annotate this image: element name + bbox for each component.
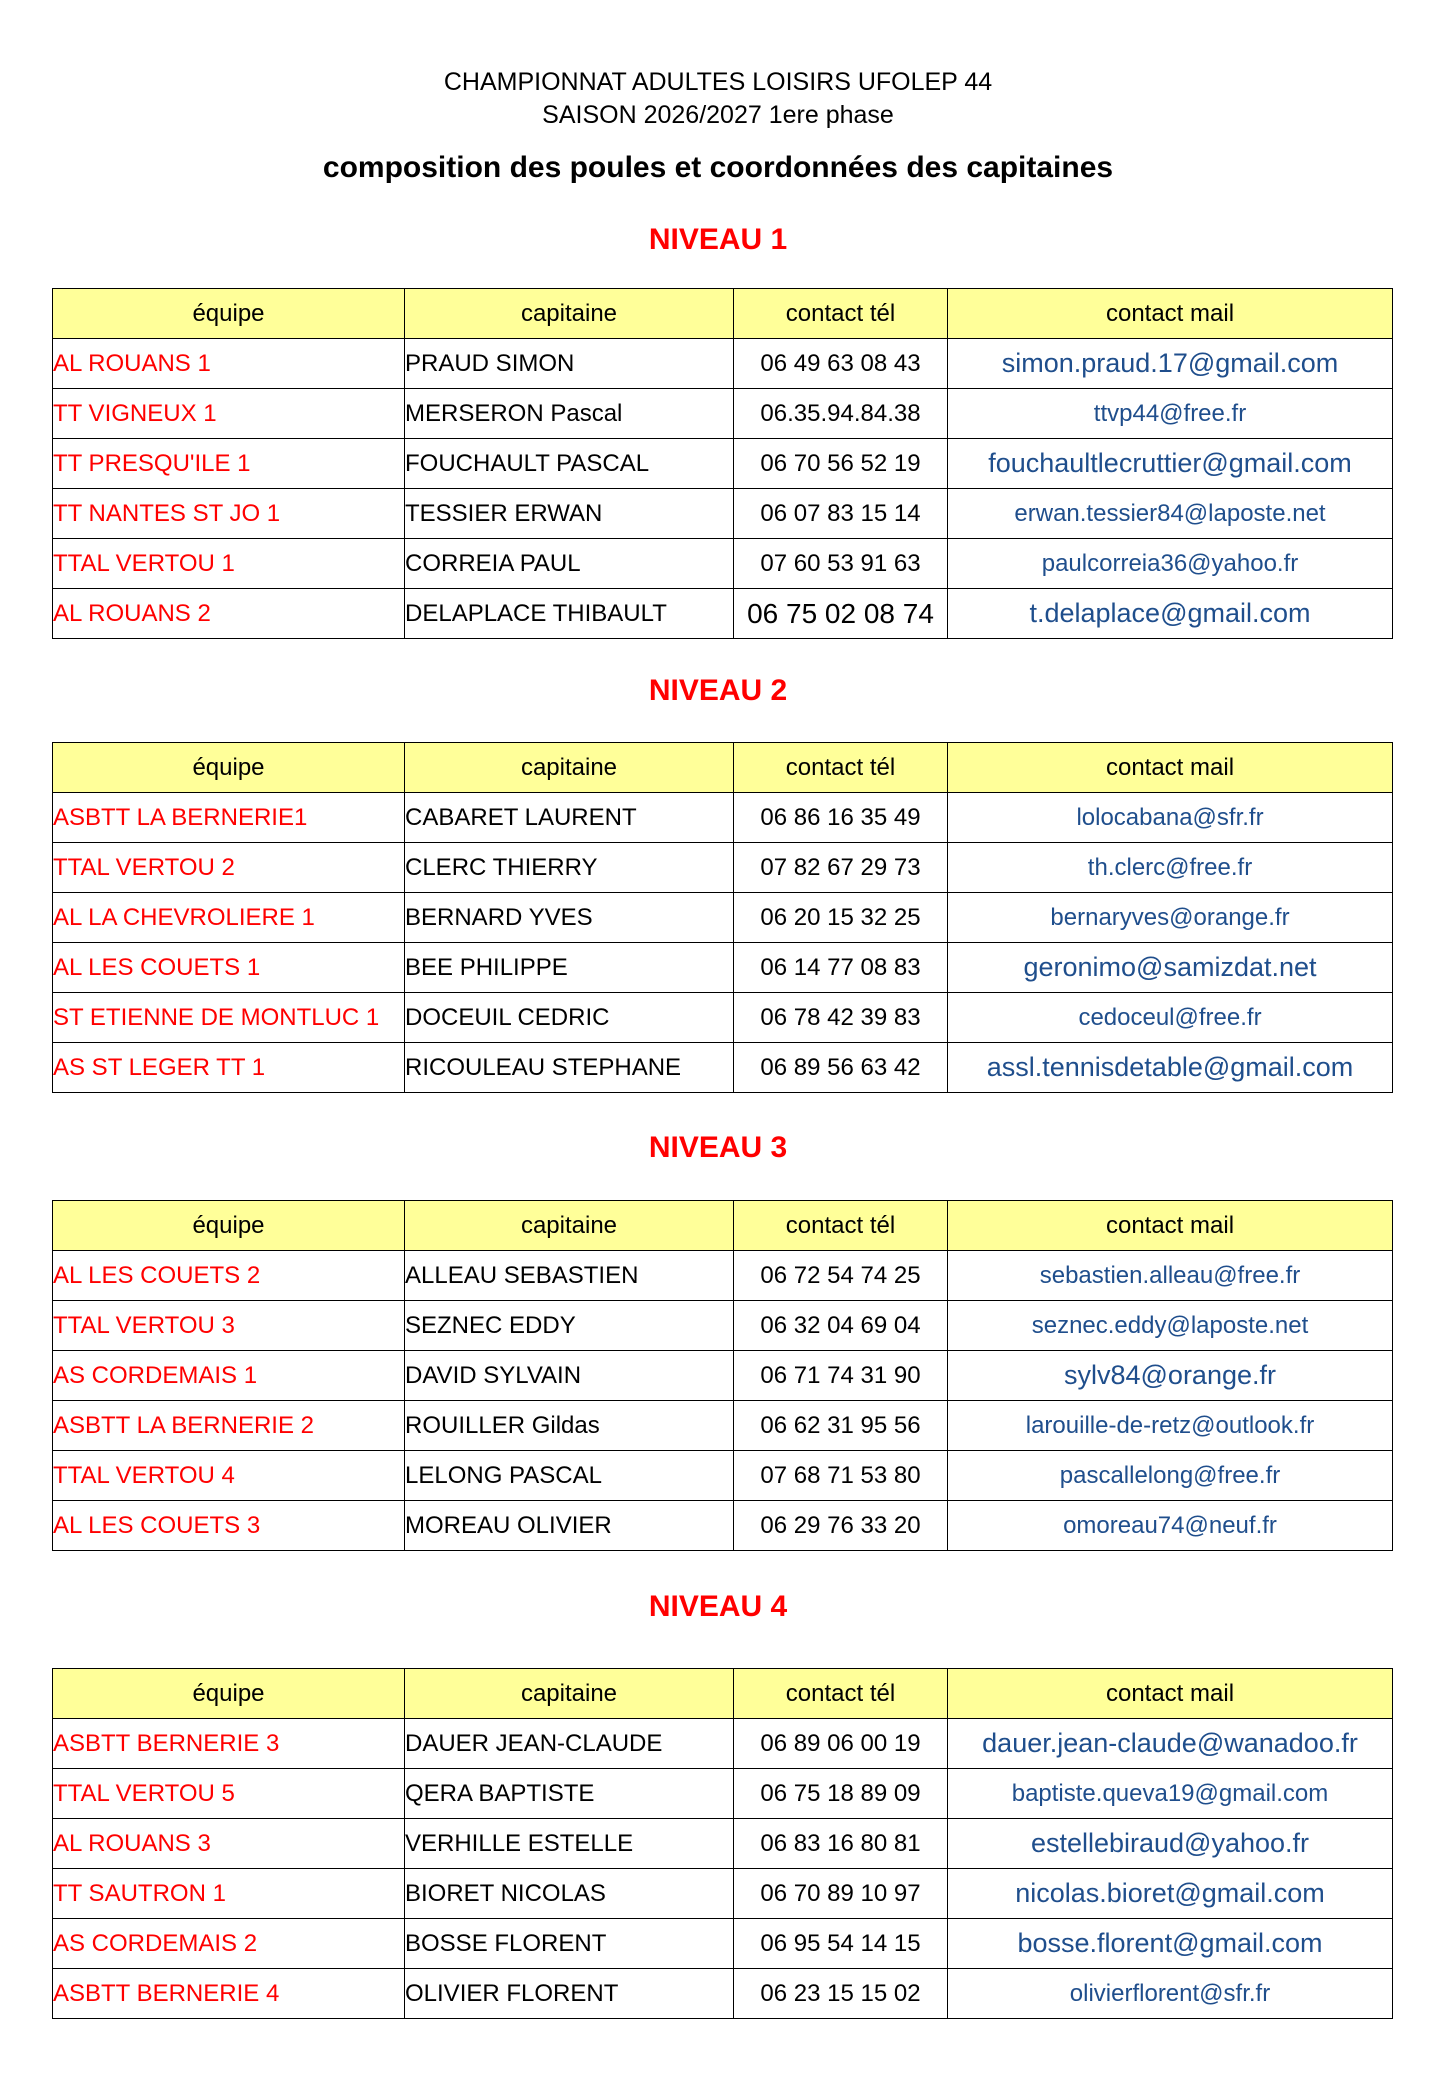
email-link[interactable]: pascallelong@free.fr — [948, 1451, 1393, 1501]
table-row — [53, 1401, 1393, 1451]
phone-number: 06 70 89 10 97 — [734, 1869, 948, 1919]
phone-number: 06 95 54 14 15 — [734, 1919, 948, 1969]
captain-name: MOREAU OLIVIER — [405, 1501, 734, 1551]
header-phone: contact tél — [734, 743, 948, 793]
captain-name: ALLEAU SEBASTIEN — [405, 1251, 734, 1301]
captain-name: PRAUD SIMON — [405, 339, 734, 389]
table-row — [53, 1351, 1393, 1401]
phone-number: 06 75 18 89 09 — [734, 1769, 948, 1819]
email-link[interactable]: larouille-de-retz@outlook.fr — [948, 1401, 1393, 1451]
team-name: TT PRESQU'ILE 1 — [53, 439, 405, 489]
table-row — [53, 1043, 1393, 1093]
table-row — [53, 1919, 1393, 1969]
document-subtitle: composition des poules et coordonnées des capitaines — [322, 151, 1114, 184]
captain-name: DAUER JEAN-CLAUDE — [405, 1719, 734, 1769]
table-row — [53, 1819, 1393, 1869]
table-row — [53, 1301, 1393, 1351]
email-link[interactable]: sylv84@orange.fr — [948, 1351, 1393, 1401]
table-row — [53, 339, 1393, 389]
table-row — [53, 843, 1393, 893]
team-name: ASBTT BERNERIE 3 — [53, 1719, 405, 1769]
table-row — [53, 1251, 1393, 1301]
email-link[interactable]: bosse.florent@gmail.com — [948, 1919, 1393, 1969]
team-name: TTAL VERTOU 1 — [53, 539, 405, 589]
captain-name: ROUILLER Gildas — [405, 1401, 734, 1451]
phone-number: 06 23 15 15 02 — [734, 1969, 948, 2019]
team-name: AL ROUANS 3 — [53, 1819, 405, 1869]
table-row — [53, 439, 1393, 489]
captain-name: VERHILLE ESTELLE — [405, 1819, 734, 1869]
team-name: TTAL VERTOU 4 — [53, 1451, 405, 1501]
team-name: AS CORDEMAIS 2 — [53, 1919, 405, 1969]
table-header-row — [53, 743, 1393, 793]
team-name: TTAL VERTOU 2 — [53, 843, 405, 893]
team-name: ASBTT LA BERNERIE 2 — [53, 1401, 405, 1451]
phone-number: 06 71 74 31 90 — [734, 1351, 948, 1401]
phone-number: 06 89 06 00 19 — [734, 1719, 948, 1769]
header-mail: contact mail — [948, 1669, 1393, 1719]
team-name: TT NANTES ST JO 1 — [53, 489, 405, 539]
email-link[interactable]: lolocabana@sfr.fr — [948, 793, 1393, 843]
team-name: AL ROUANS 1 — [53, 339, 405, 389]
phone-number: 06 49 63 08 43 — [734, 339, 948, 389]
captain-name: BOSSE FLORENT — [405, 1919, 734, 1969]
header-mail: contact mail — [948, 289, 1393, 339]
phone-number: 06.35.94.84.38 — [734, 389, 948, 439]
team-name: TT VIGNEUX 1 — [53, 389, 405, 439]
table-row — [53, 1769, 1393, 1819]
phone-number: 06 32 04 69 04 — [734, 1301, 948, 1351]
captain-name: SEZNEC EDDY — [405, 1301, 734, 1351]
email-link[interactable]: ttvp44@free.fr — [948, 389, 1393, 439]
phone-number: 06 20 15 32 25 — [734, 893, 948, 943]
table-row — [53, 893, 1393, 943]
phone-number: 06 62 31 95 56 — [734, 1401, 948, 1451]
season-title: SAISON 2026/2027 1ere phase — [542, 101, 894, 129]
team-name: AL LES COUETS 1 — [53, 943, 405, 993]
championship-title: CHAMPIONNAT ADULTES LOISIRS UFOLEP 44 — [443, 68, 993, 96]
header-team: équipe — [53, 1201, 405, 1251]
email-link[interactable]: t.delaplace@gmail.com — [948, 589, 1393, 639]
email-link[interactable]: estellebiraud@yahoo.fr — [948, 1819, 1393, 1869]
level-2-table — [52, 742, 1393, 1093]
captain-name: DAVID SYLVAIN — [405, 1351, 734, 1401]
phone-number: 06 75 02 08 74 — [734, 589, 948, 639]
captain-name: RICOULEAU STEPHANE — [405, 1043, 734, 1093]
captain-name: CLERC THIERRY — [405, 843, 734, 893]
phone-number: 06 07 83 15 14 — [734, 489, 948, 539]
team-name: AS ST LEGER TT 1 — [53, 1043, 405, 1093]
team-name: AL LA CHEVROLIERE 1 — [53, 893, 405, 943]
table-row — [53, 489, 1393, 539]
header-team: équipe — [53, 1669, 405, 1719]
email-link[interactable]: th.clerc@free.fr — [948, 843, 1393, 893]
captain-name: DELAPLACE THIBAULT — [405, 589, 734, 639]
header-phone: contact tél — [734, 289, 948, 339]
email-link[interactable]: seznec.eddy@laposte.net — [948, 1301, 1393, 1351]
table-header-row — [53, 1669, 1393, 1719]
email-link[interactable]: sebastien.alleau@free.fr — [948, 1251, 1393, 1301]
phone-number: 06 29 76 33 20 — [734, 1501, 948, 1551]
level-3-table — [52, 1200, 1393, 1551]
captain-name: OLIVIER FLORENT — [405, 1969, 734, 2019]
table-row — [53, 1969, 1393, 2019]
team-name: ASBTT LA BERNERIE1 — [53, 793, 405, 843]
captain-name: BERNARD YVES — [405, 893, 734, 943]
team-name: AL ROUANS 2 — [53, 589, 405, 639]
table-row — [53, 993, 1393, 1043]
email-link[interactable]: paulcorreia36@yahoo.fr — [948, 539, 1393, 589]
phone-number: 06 70 56 52 19 — [734, 439, 948, 489]
team-name: AS CORDEMAIS 1 — [53, 1351, 405, 1401]
team-name: TT SAUTRON 1 — [53, 1869, 405, 1919]
email-link[interactable]: erwan.tessier84@laposte.net — [948, 489, 1393, 539]
email-link[interactable]: nicolas.bioret@gmail.com — [948, 1869, 1393, 1919]
email-link[interactable]: cedoceul@free.fr — [948, 993, 1393, 1043]
level-3-heading: NIVEAU 3 — [648, 1131, 788, 1164]
phone-number: 06 86 16 35 49 — [734, 793, 948, 843]
table-row — [53, 943, 1393, 993]
phone-number: 07 60 53 91 63 — [734, 539, 948, 589]
captain-name: TESSIER ERWAN — [405, 489, 734, 539]
email-link[interactable]: baptiste.queva19@gmail.com — [948, 1769, 1393, 1819]
level-1-heading: NIVEAU 1 — [648, 223, 788, 256]
table-row — [53, 1869, 1393, 1919]
team-name: AL LES COUETS 2 — [53, 1251, 405, 1301]
email-link[interactable]: bernaryves@orange.fr — [948, 893, 1393, 943]
table-row — [53, 1451, 1393, 1501]
phone-number: 07 68 71 53 80 — [734, 1451, 948, 1501]
email-link[interactable]: omoreau74@neuf.fr — [948, 1501, 1393, 1551]
captain-name: DOCEUIL CEDRIC — [405, 993, 734, 1043]
table-row — [53, 539, 1393, 589]
phone-number: 06 72 54 74 25 — [734, 1251, 948, 1301]
email-link[interactable]: dauer.jean-claude@wanadoo.fr — [948, 1719, 1393, 1769]
captain-name: LELONG PASCAL — [405, 1451, 734, 1501]
phone-number: 06 83 16 80 81 — [734, 1819, 948, 1869]
captain-name: FOUCHAULT PASCAL — [405, 439, 734, 489]
header-mail: contact mail — [948, 743, 1393, 793]
phone-number: 07 82 67 29 73 — [734, 843, 948, 893]
captain-name: MERSERON Pascal — [405, 389, 734, 439]
email-link[interactable]: olivierflorent@sfr.fr — [948, 1969, 1393, 2019]
table-row — [53, 1501, 1393, 1551]
level-4-heading: NIVEAU 4 — [648, 1590, 788, 1623]
team-name: ASBTT BERNERIE 4 — [53, 1969, 405, 2019]
header-phone: contact tél — [734, 1201, 948, 1251]
captain-name: CABARET LAURENT — [405, 793, 734, 843]
phone-number: 06 89 56 63 42 — [734, 1043, 948, 1093]
header-team: équipe — [53, 743, 405, 793]
email-link[interactable]: geronimo@samizdat.net — [948, 943, 1393, 993]
email-link[interactable]: assl.tennisdetable@gmail.com — [948, 1043, 1393, 1093]
phone-number: 06 14 77 08 83 — [734, 943, 948, 993]
header-captain: capitaine — [405, 743, 734, 793]
table-row — [53, 1719, 1393, 1769]
captain-name: QERA BAPTISTE — [405, 1769, 734, 1819]
level-2-heading: NIVEAU 2 — [648, 674, 788, 707]
team-name: TTAL VERTOU 5 — [53, 1769, 405, 1819]
table-header-row — [53, 1201, 1393, 1251]
email-link[interactable]: simon.praud.17@gmail.com — [948, 339, 1393, 389]
email-link[interactable]: fouchaultlecruttier@gmail.com — [948, 439, 1393, 489]
table-row — [53, 389, 1393, 439]
header-captain: capitaine — [405, 1669, 734, 1719]
header-captain: capitaine — [405, 289, 734, 339]
header-captain: capitaine — [405, 1201, 734, 1251]
header-phone: contact tél — [734, 1669, 948, 1719]
phone-number: 06 78 42 39 83 — [734, 993, 948, 1043]
level-1-table — [52, 288, 1393, 639]
captain-name: CORREIA PAUL — [405, 539, 734, 589]
header-team: équipe — [53, 289, 405, 339]
team-name: AL LES COUETS 3 — [53, 1501, 405, 1551]
level-4-table — [52, 1668, 1393, 2019]
table-header-row — [53, 289, 1393, 339]
captain-name: BEE PHILIPPE — [405, 943, 734, 993]
table-row — [53, 589, 1393, 639]
team-name: ST ETIENNE DE MONTLUC 1 — [53, 993, 405, 1043]
table-row — [53, 793, 1393, 843]
captain-name: BIORET NICOLAS — [405, 1869, 734, 1919]
header-mail: contact mail — [948, 1201, 1393, 1251]
team-name: TTAL VERTOU 3 — [53, 1301, 405, 1351]
